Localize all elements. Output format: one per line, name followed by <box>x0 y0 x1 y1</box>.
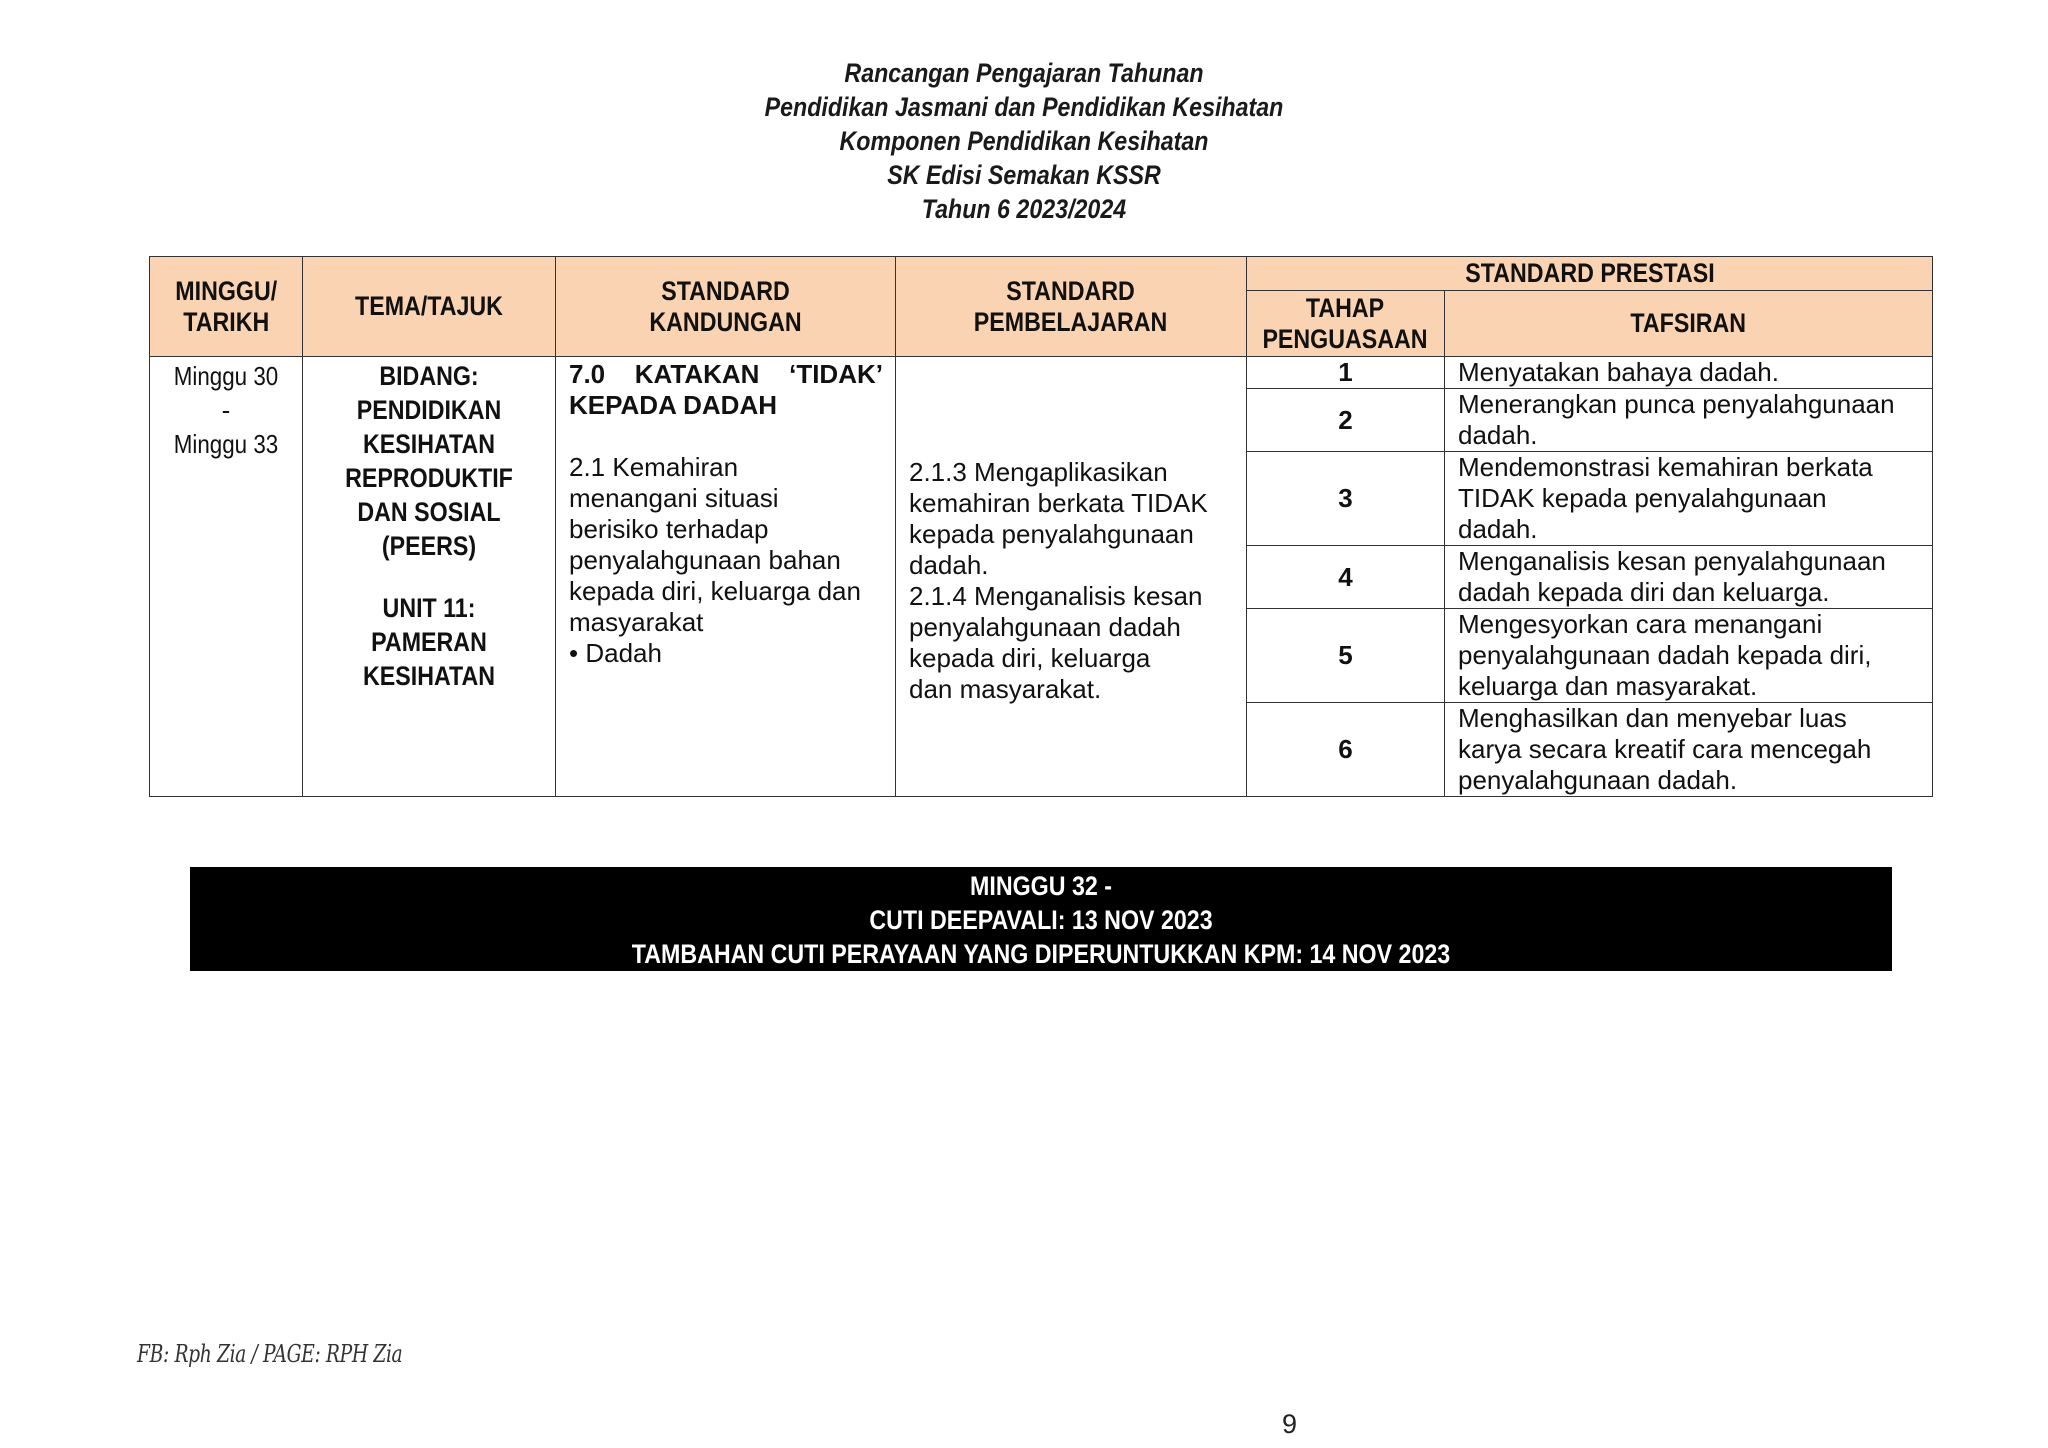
page-number: 9 <box>1282 1409 1298 1439</box>
tahap-6: 6 <box>1247 703 1445 797</box>
tafsiran-2: Menerangkan punca penyalahgunaan dadah. <box>1445 389 1933 452</box>
tafsiran-3: Mendemonstrasi kemahiran berkata TIDAK kepada penyalahgunaan dadah. <box>1445 452 1933 546</box>
header-prestasi: STANDARD PRESTASI <box>1247 257 1933 291</box>
holiday-banner <box>190 867 1892 971</box>
title-line-5: Tahun 6 2023/2024 <box>921 194 1127 224</box>
banner-line-2: CUTI DEEPAVALI: 13 NOV 2023 <box>869 905 1213 935</box>
header-tema: TEMA/TAJUK <box>303 257 556 357</box>
title-line-1: Rancangan Pengajaran Tahunan <box>844 58 1204 88</box>
cell-tema: BIDANG: PENDIDIKAN KESIHATAN REPRODUKTIF DAN SOSIAL (PEERS) UNIT 11: PAMERAN KESIHATAN <box>303 357 556 797</box>
kandungan-bullet: • Dadah <box>569 638 662 668</box>
kandungan-title: 7.0 KATAKAN ‘TIDAK’ KEPADA DADAH <box>569 359 883 420</box>
tafsiran-4: Menganalisis kesan penyalahgunaan dadah kepada diri dan keluarga. <box>1445 546 1933 609</box>
header-pembelajaran: STANDARD PEMBELAJARAN <box>896 257 1247 357</box>
footer-credit: FB: Rph Zia / PAGE: RPH Zia <box>137 1340 403 1368</box>
cell-minggu: Minggu 30 - Minggu 33 <box>150 357 303 797</box>
header-tahap: TAHAP PENGUASAAN <box>1247 291 1445 357</box>
tafsiran-1: Menyatakan bahaya dadah. <box>1445 357 1933 389</box>
tahap-2: 2 <box>1247 389 1445 452</box>
title-line-2: Pendidikan Jasmani dan Pendidikan Kesihatan <box>764 92 1284 122</box>
cell-pembelajaran: 2.1.3 Mengaplikasikan kemahiran berkata TIDAK kepada penyalahgunaan dadah. 2.1.4 Menganalisis kesan penyalahgunaan dadah kepada diri, keluarga dan masyarakat. <box>896 357 1247 797</box>
tahap-4: 4 <box>1247 546 1445 609</box>
header-tafsiran: TAFSIRAN <box>1445 291 1933 357</box>
banner-line-3: TAMBAHAN CUTI PERAYAAN YANG DIPERUNTUKKAN KPM: 14 NOV 2023 <box>631 939 1451 969</box>
tafsiran-5: Mengesyorkan cara menangani penyalahgunaan dadah kepada diri, keluarga dan masyarakat. <box>1445 609 1933 703</box>
tahap-5: 5 <box>1247 609 1445 703</box>
banner-line-1: MINGGU 32 - <box>970 871 1112 901</box>
lesson-plan-table <box>149 256 1933 797</box>
header-minggu: MINGGU/ TARIKH <box>150 257 303 357</box>
tafsiran-6: Menghasilkan dan menyebar luas karya secara kreatif cara mencegah penyalahgunaan dadah. <box>1445 703 1933 797</box>
tahap-1: 1 <box>1247 357 1445 389</box>
title-line-3: Komponen Pendidikan Kesihatan <box>839 126 1209 156</box>
tahap-3: 3 <box>1247 452 1445 546</box>
cell-kandungan: 7.0 KATAKAN ‘TIDAK’ KEPADA DADAH 2.1 Kemahiran menangani situasi berisiko terhadap penyalahgunaan bahan kepada diri, keluarga dan masyarakat • Dadah <box>556 357 896 797</box>
title-line-4: SK Edisi Semakan KSSR <box>887 160 1161 190</box>
header-kandungan: STANDARD KANDUNGAN <box>556 257 896 357</box>
document-title <box>0 56 2048 226</box>
